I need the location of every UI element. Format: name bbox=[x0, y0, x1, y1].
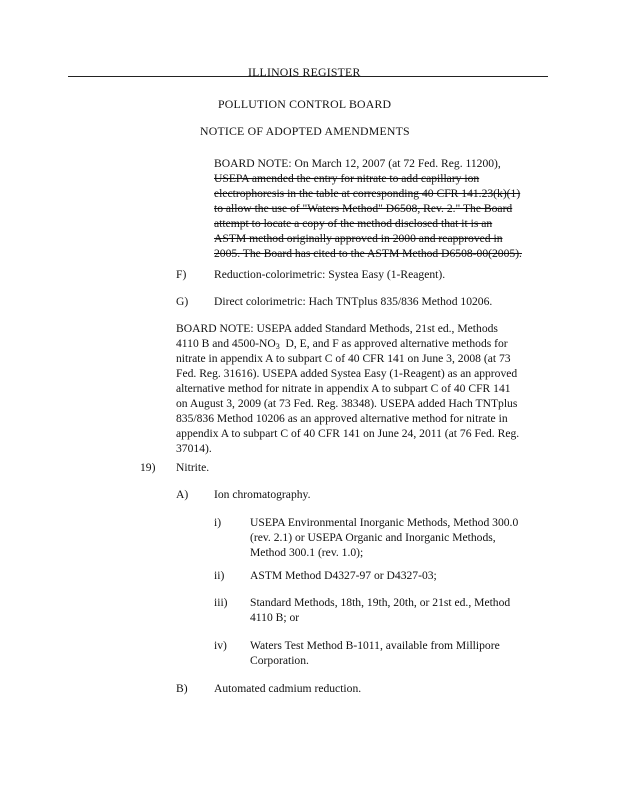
board-note-line: appendix A to subpart C of 40 CFR 141 on June 24, 2011 (at 76 Fed. Reg. bbox=[176, 427, 520, 440]
register-title: ILLINOIS REGISTER bbox=[248, 65, 361, 79]
subsection-a-label: A) bbox=[176, 488, 189, 501]
notice-title: NOTICE OF ADOPTED AMENDMENTS bbox=[200, 124, 410, 138]
struck-line: to allow the use of "Waters Method" D6508, Rev. 2." The Board bbox=[214, 202, 513, 215]
method-label: i) bbox=[214, 516, 222, 529]
section-number: 19) bbox=[140, 461, 156, 474]
method-label: iii) bbox=[214, 596, 228, 609]
struck-line: USEPA amended the entry for nitrate to add capillary ion bbox=[214, 172, 480, 185]
subsection-a-title: Ion chromatography. bbox=[214, 488, 311, 501]
subsection-b-label: B) bbox=[176, 682, 188, 695]
method-line: (rev. 2.1) or USEPA Organic and Inorganic Methods, bbox=[250, 531, 496, 544]
struck-line: ASTM method originally approved in 2000 and reapproved in bbox=[214, 232, 503, 245]
struck-line: BOARD NOTE: On March 12, 2007 (at 72 Fed. Reg. 11200), bbox=[214, 157, 501, 170]
board-title: POLLUTION CONTROL BOARD bbox=[218, 97, 392, 111]
method-line: Method 300.1 (rev. 1.0); bbox=[250, 546, 364, 559]
board-note-line: 4110 B and $4500-NO_3$ D, E, and F as approved alternative methods for bbox=[176, 337, 508, 351]
method-line: 4110 B; or bbox=[250, 611, 300, 624]
method-label: ii) bbox=[214, 569, 225, 582]
item-label-g: G) bbox=[176, 295, 189, 308]
method-line: Corporation. bbox=[250, 654, 309, 667]
method-line: Standard Methods, 18th, 19th, 20th, or 21st ed., Method bbox=[250, 596, 511, 609]
method-label: iv) bbox=[214, 639, 227, 652]
item-text-f: Reduction-colorimetric: Systea Easy (1-Reagent). bbox=[214, 268, 446, 281]
board-note-line: alternative method for nitrate in appendix A to subpart C of 40 CFR 141 bbox=[176, 382, 511, 395]
method-line: USEPA Environmental Inorganic Methods, Method 300.0 bbox=[250, 516, 519, 529]
board-note-line: BOARD NOTE: USEPA added Standard Methods, 21st ed., Methods bbox=[176, 322, 498, 335]
board-note-line: nitrate in appendix A to subpart C of 40 CFR 141 on June 3, 2008 (at 73 bbox=[176, 352, 511, 365]
method-line: ASTM Method D4327-97 or D4327-03; bbox=[250, 569, 437, 582]
board-note-line: 37014). bbox=[176, 442, 212, 455]
section-title: Nitrite. bbox=[176, 461, 210, 474]
item-label-f: F) bbox=[176, 268, 187, 281]
struck-line: attempt to locate a copy of the method disclosed that it is an bbox=[214, 217, 493, 230]
item-text-g: Direct colorimetric: Hach TNTplus 835/836 Method 10206. bbox=[214, 295, 493, 308]
method-line: Waters Test Method B-1011, available from Millipore bbox=[250, 639, 500, 652]
board-note-line: Fed. Reg. 31616). USEPA added Systea Easy (1-Reagent) as an approved bbox=[176, 367, 518, 380]
board-note-line: 835/836 Method 10206 as an approved alternative method for nitrate in bbox=[176, 412, 508, 425]
header-rule bbox=[68, 76, 548, 77]
subsection-b-title: Automated cadmium reduction. bbox=[214, 682, 362, 695]
struck-line: electrophoresis in the table at corresponding 40 CFR 141.23(k)(1) bbox=[214, 187, 521, 200]
struck-line: 2005. The Board has cited to the ASTM Method D6508-00(2005). bbox=[214, 247, 522, 260]
board-note-line: on August 3, 2009 (at 73 Fed. Reg. 38348). USEPA added Hach TNTplus bbox=[176, 397, 518, 410]
